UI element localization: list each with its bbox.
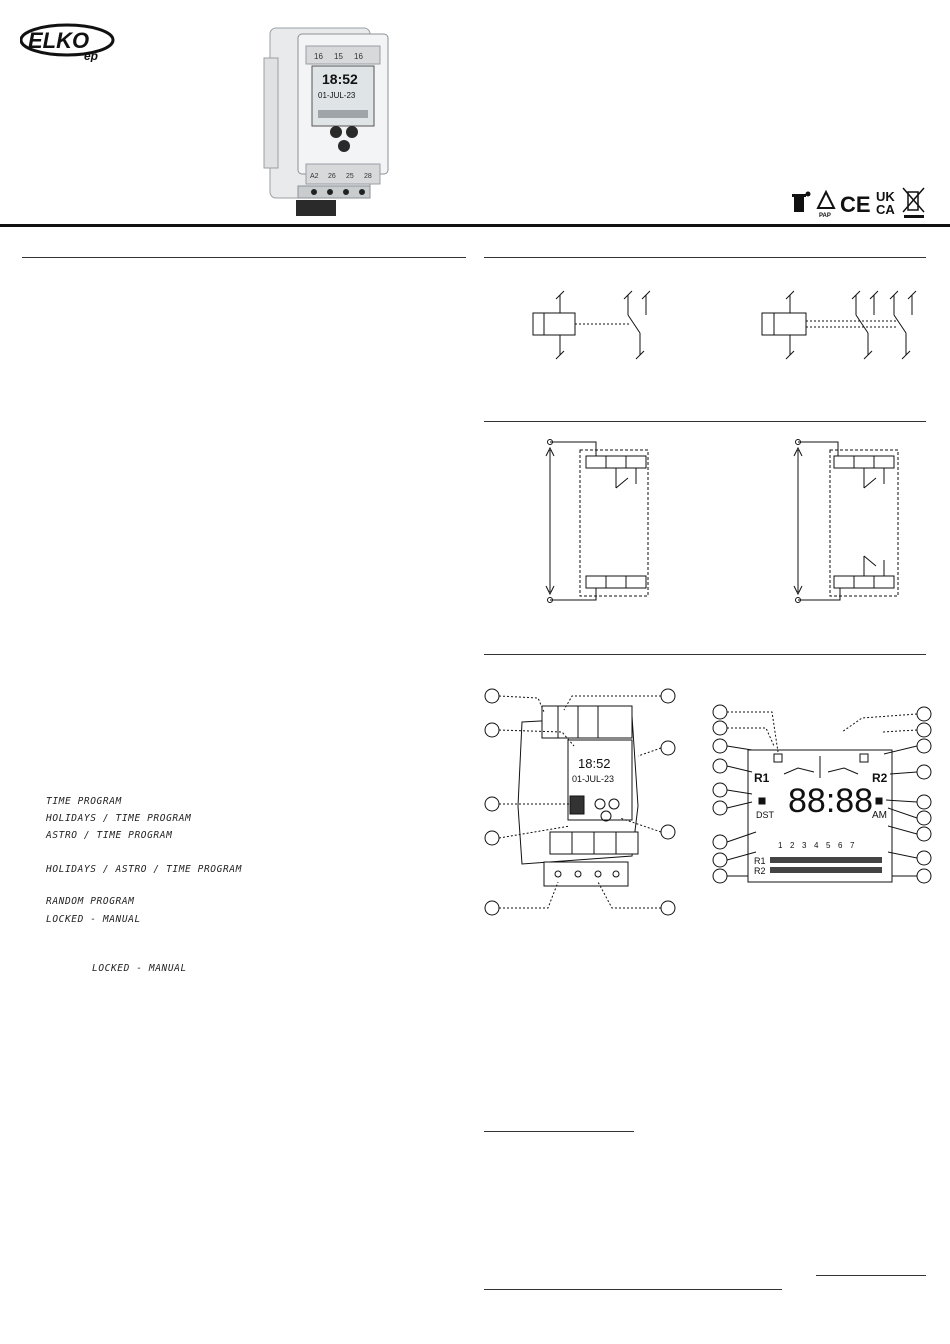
elko-logo — [20, 22, 115, 62]
logo-brand: ELKO — [28, 28, 90, 53]
device-photo — [262, 18, 392, 220]
header-rule — [0, 224, 950, 227]
svg-text:UK: UK — [876, 189, 895, 204]
svg-text:A2: A2 — [310, 173, 319, 180]
photo-time: 18:52 — [322, 71, 358, 87]
lcd-r2: R2 — [872, 771, 888, 785]
symbol-single-relay — [520, 285, 660, 365]
svg-text:2: 2 — [790, 841, 795, 850]
svg-text:7: 7 — [850, 841, 855, 850]
svg-text:1: 1 — [778, 841, 783, 850]
ukca-mark-icon — [876, 189, 895, 217]
lcd-bar-r1: R1 — [754, 856, 766, 866]
lcd-am: AM — [872, 810, 887, 821]
svg-text:3: 3 — [802, 841, 807, 850]
svg-text:26: 26 — [328, 173, 336, 180]
lcd-bar-r2: R2 — [754, 866, 766, 876]
svg-text:16: 16 — [314, 52, 323, 61]
connection-double-relay — [790, 436, 910, 608]
symbol-double-relay — [758, 285, 923, 365]
lcd-dst: DST — [756, 810, 774, 820]
svg-text:15: 15 — [334, 52, 343, 61]
certification-icons — [788, 186, 928, 220]
svg-text:25: 25 — [346, 173, 354, 180]
bottom-rule-right — [816, 1275, 926, 1276]
connection-section-rule — [484, 421, 926, 422]
drawing-time: 18:52 — [578, 756, 611, 771]
mode-locked-manual: LOCKED - MANUAL — [46, 914, 141, 925]
mode-time-program: TIME PROGRAM — [46, 796, 122, 807]
photo-date: 01-JUL-23 — [318, 91, 356, 100]
left-section-rule — [22, 257, 466, 258]
device-callout-drawing — [482, 686, 682, 920]
lcd-display-diagram — [712, 702, 934, 888]
description-section-rule — [484, 654, 926, 655]
svg-text:CA: CA — [876, 202, 895, 217]
mode-holidays-astro-time: HOLIDAYS / ASTRO / TIME PROGRAM — [46, 864, 242, 875]
mode-astro-time: ASTRO / TIME PROGRAM — [46, 830, 173, 841]
weee-crossed-bin-icon — [903, 188, 924, 218]
svg-text:6: 6 — [838, 841, 843, 850]
lcd-digits: 88:88 — [788, 782, 874, 820]
svg-text:PAP: PAP — [819, 213, 831, 219]
mode-holidays-time: HOLIDAYS / TIME PROGRAM — [46, 813, 192, 824]
bottom-rule-short — [484, 1131, 634, 1132]
pap-recycling-icon — [818, 192, 834, 219]
drawing-date: 01-JUL-23 — [572, 774, 615, 784]
mode-random: RANDOM PROGRAM — [46, 896, 135, 907]
mode-locked-manual-note: LOCKED - MANUAL — [92, 963, 187, 974]
logo-sub: ep — [84, 49, 99, 62]
svg-text:5: 5 — [826, 841, 831, 850]
ce-mark-icon: CE — [840, 192, 871, 217]
recycle-bin-icon — [792, 192, 811, 213]
connection-single-relay — [540, 436, 660, 608]
svg-text:4: 4 — [814, 841, 819, 850]
svg-text:28: 28 — [364, 173, 372, 180]
bottom-rule-long — [484, 1289, 782, 1290]
lcd-r1: R1 — [754, 771, 770, 785]
symbol-section-rule — [484, 257, 926, 258]
svg-text:16: 16 — [354, 52, 363, 61]
